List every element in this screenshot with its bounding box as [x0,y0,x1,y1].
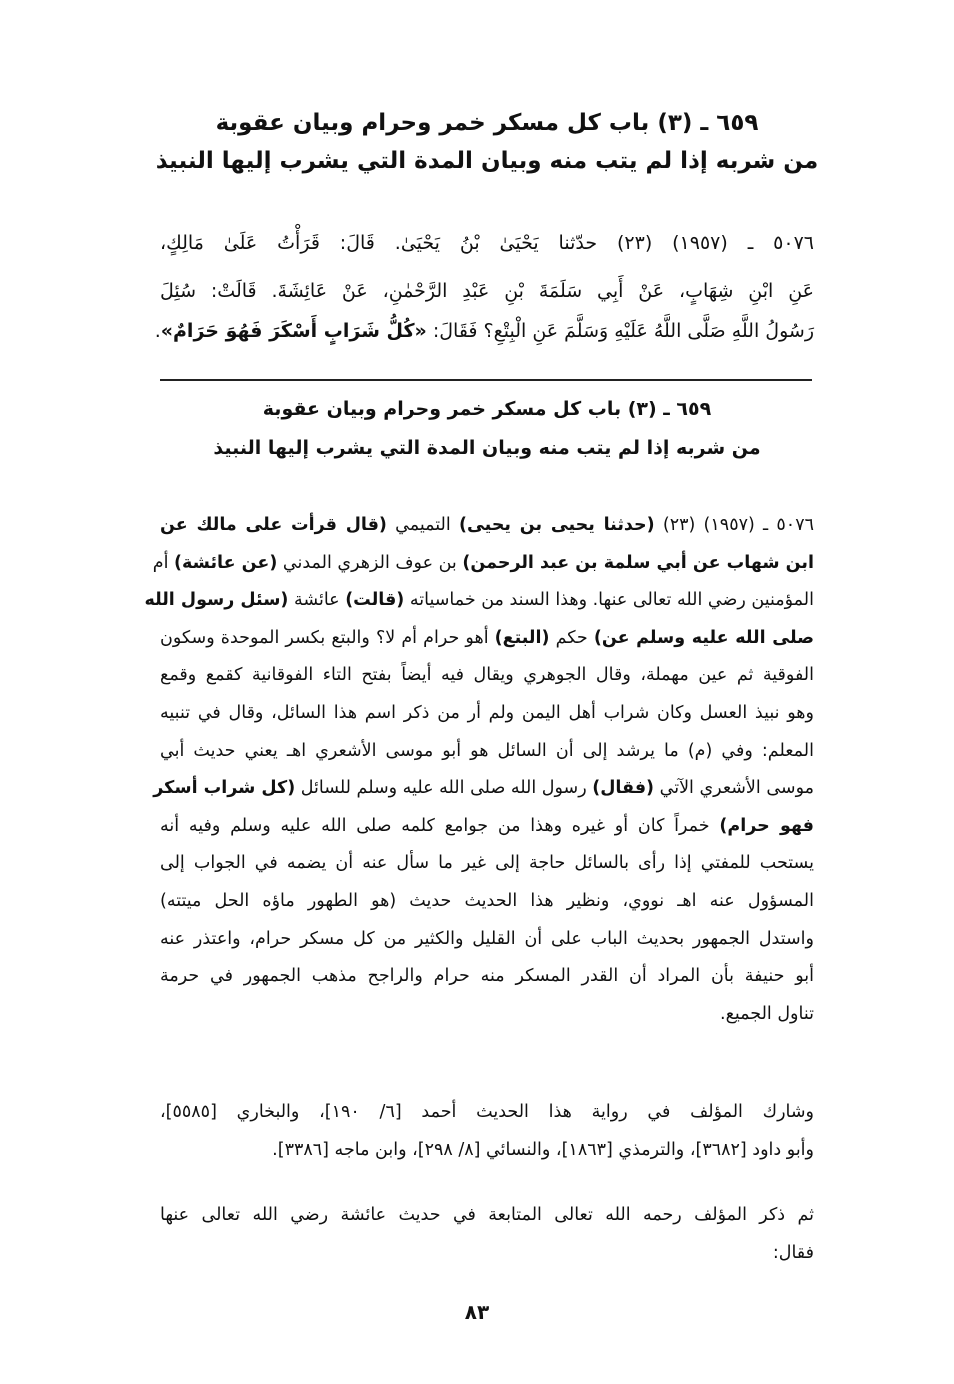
chapter-title-line: من شربه إذا لم يتب منه وبيان المدة التي يشرب إليها النبيذ [213,437,761,459]
bold-quoted-text: ابن شهاب عن أبي سلمة بن عبد الرحمن) [462,552,814,573]
text-segment: وهو نبيذ العسل وكان شراب أهل اليمن ولم أر من ذكر اسم هذا السائل، وقال في تنبيه [160,703,814,723]
text-segment: بن عوف الزهري المدني [277,552,463,573]
page-number: ٨٣ [464,1300,490,1324]
text-segment: رَسُولُ اللَّهِ صَلَّى اللَّهُ عَلَيْهِ وَسَلَّمَ عَنِ الْبِتْعِ؟ فَقَالَ: [426,320,814,342]
bold-quoted-text: (كل شراب أسكر [153,778,296,799]
text-line [160,510,814,540]
bold-quoted-text: (قال قرأت على مالك عن [160,515,387,535]
text-segment: عائشة [288,590,346,611]
chapter-title-line: ٦٥٩ ـ (٣) باب كل مسكر خمر وحرام وبيان عقوبة [215,110,759,136]
text-segment: المؤمنين رضي الله تعالى عنها. وهذا السند من خماسياته [404,590,814,611]
text-line [160,660,814,690]
chapter-title-line: ٦٥٩ ـ (٣) باب كل مسكر خمر وحرام وبيان عقوبة [262,398,712,420]
text-line [154,316,814,346]
text-line [160,999,814,1029]
bold-quoted-text: صلى الله عليه وسلم عن) [593,627,814,648]
text-line: وشارك المؤلف في رواية هذا الحديث أحمد [٦/ ١٩٠]، والبخاري [٥٥٨٥]، [160,1102,814,1122]
text-segment: أبو حنيفة بأن المراد أن القدر المسكر منه حرام والراجح مذهب الجمهور في حرمة [160,966,814,987]
text-segment: عَنِ ابْنِ شِهَابٍ، عَنْ أَبِي سَلَمَةَ بْنِ عَبْدِ الرَّحْمٰنِ، عَنْ عَائِشَةَ. قَالَتْ: سُئِلَ [160,280,814,302]
bold-quoted-text: «كُلُّ شَرَابٍ أَسْكَرَ فَهُوَ حَرَامٌ» [160,320,427,342]
bold-quoted-text: فهو حرام) [719,815,814,836]
text-line: وأبو داود [٣٦٨٢]، والترمذي [١٨٦٣]، والنسائي [٨/ ٢٩٨]، وابن ماجه [٣٣٨٦]. [272,1140,814,1160]
text-line [160,228,814,258]
bold-quoted-text: (حدثنا يحيى بن يحيى) [458,515,655,535]
bold-quoted-text: (قالت) [345,590,405,611]
text-segment: واستدل الجمهور بحديث الباب على أن القليل والكثير من كل مسكر حرام، واعتذر عنه [160,928,814,949]
text-segment: أم [152,552,175,573]
text-line [160,886,814,916]
chapter-title-line: من شربه إذا لم يتب منه وبيان المدة التي يشرب إليها النبيذ [155,148,819,174]
text-line [160,848,814,878]
text-line [160,698,814,728]
text-segment: . [154,320,161,342]
text-segment: يستحب للمفتي إذا رأى بالسائل حاجة إلى غير ما سأل عنه أن يضمه في الجواب إلى [160,853,814,874]
bold-quoted-text: (فقال) [592,778,655,799]
text-segment: حكم [549,627,594,648]
text-segment: المسؤول عنه اهـ نووي، ونظير هذا الحديث حديث (هو الطهور ماؤه الحل ميتته) [160,891,814,911]
text-line [160,961,814,991]
text-segment: خمراً كان أو غيره وهذا من جوامع كلمه صلى الله عليه وسلم وفيه أنه [160,815,720,836]
text-line: ثم ذكر المؤلف رحمه الله تعالى المتابعة في حديث عائشة رضي الله تعالى عنها [160,1205,814,1225]
text-segment: ٥٠٧٦ ـ (١٩٥٧) (٢٣) [654,515,815,535]
divider-rule [160,379,812,381]
bold-quoted-text: (سئل رسول الله [144,590,289,611]
text-line [152,548,814,578]
text-segment: أهو حرام أم لا؟ والبتع بكسر الموحدة وسكون [160,627,495,648]
bold-quoted-text: (البتع) [494,627,550,648]
text-segment: المعلم: وفي (م) ما يرشد إلى أن السائل هو أبو موسى الأشعري اهـ يعني حديث أبي [160,740,814,761]
text-segment: ٥٠٧٦ ـ (١٩٥٧) (٢٣) حدّثنا يَحْيَىٰ بْنُ يَحْيَىٰ. قَالَ: قَرَأْتُ عَلَىٰ مَالِكٍ، [160,232,814,254]
text-line [160,736,814,766]
text-line [160,276,814,306]
text-line [160,811,814,841]
text-line [160,924,814,954]
text-segment: التميمي [386,515,459,535]
text-segment: تناول الجميع. [720,1003,814,1024]
text-line [160,623,814,653]
text-segment: الفوقية ثم عين مهملة، وقال الجوهري ويقال فيه أيضاً بفتح التاء الفوقانية كقمع وقمع [160,665,814,686]
text-line: فقال: [772,1243,814,1263]
text-line [153,773,814,803]
text-line [144,585,814,615]
bold-quoted-text: (عن عائشة) [174,552,278,573]
text-segment: موسى الأشعري الآتي [654,778,814,799]
text-segment: رسول الله صلى الله عليه وسلم للسائل [295,778,593,799]
